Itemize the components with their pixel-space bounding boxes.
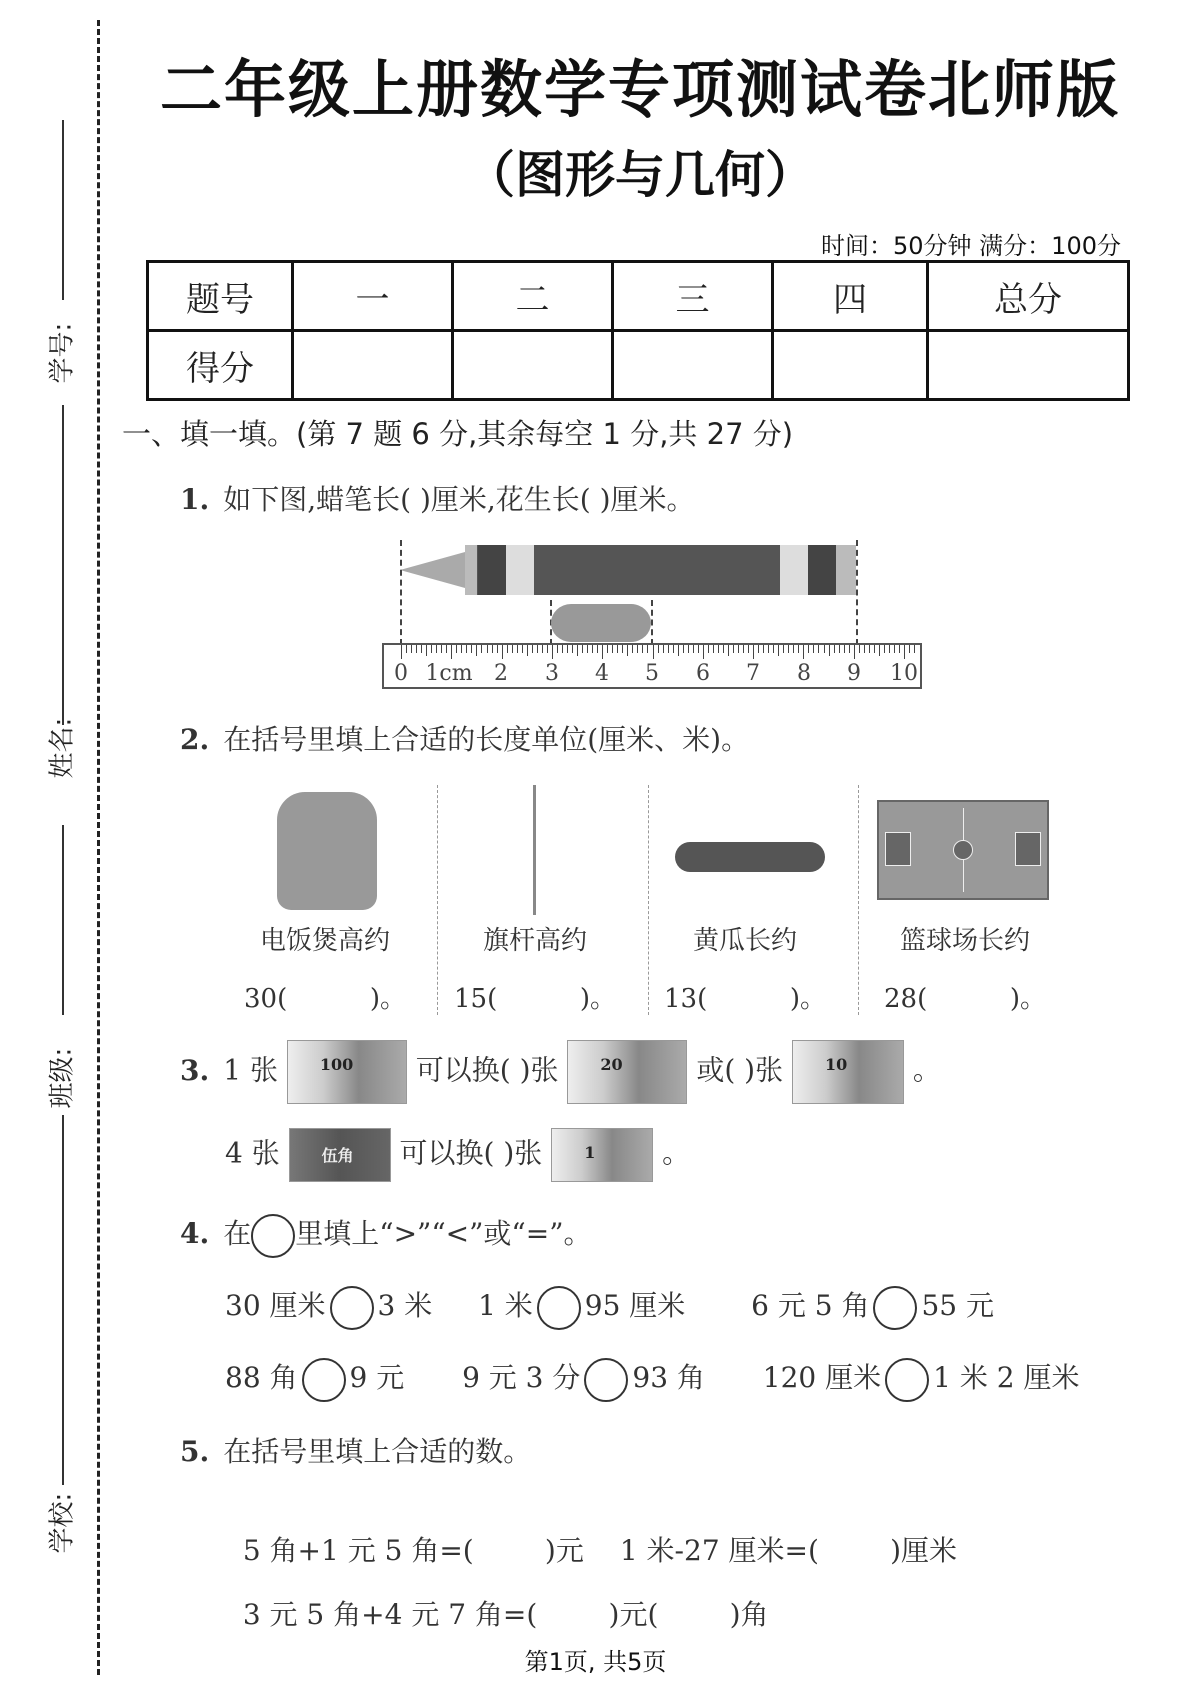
student-id-line[interactable] [62, 120, 64, 300]
item-caption: 旗杆高约 [482, 926, 587, 956]
page-number: 第1页, 共5页 [524, 1648, 667, 1676]
item-caption: 篮球场长约 [899, 926, 1030, 956]
question-text: 。 [912, 1053, 941, 1087]
circle-icon [251, 1214, 295, 1258]
compare-circle[interactable] [302, 1358, 346, 1402]
compare-right: 3 米 [377, 1289, 433, 1322]
ruler-label: 1cm [425, 661, 473, 686]
question-text: 如下图,蜡笔长( )厘米,花生长( )厘米。 [223, 483, 695, 516]
banknote-5-jiao-image: 伍角 [289, 1128, 391, 1182]
banknote-10-yuan-image: 10 [792, 1040, 904, 1104]
score-table-score-row [148, 331, 1129, 400]
ruler-label: 2 [494, 661, 508, 686]
crayon-band [808, 545, 836, 595]
ruler-label: 10 [890, 661, 918, 686]
banknote-1-yuan-image: 1 [551, 1128, 653, 1182]
score-header-cell: 二 [453, 262, 613, 331]
compare-circle[interactable] [584, 1358, 628, 1402]
score-header-cell: 总分 [928, 262, 1129, 331]
section-heading: 一、填一填。(第 7 题 6 分,其余每空 1 分,共 27 分) [122, 417, 794, 451]
ruler-label: 7 [746, 661, 760, 686]
binding-dashed-line [97, 20, 100, 1675]
ruler-label: 0 [394, 661, 408, 686]
compare-left: 88 角 [225, 1361, 298, 1394]
rice-cooker-item [225, 790, 425, 1020]
question-text: 1 张 [223, 1053, 278, 1087]
compare-circle[interactable] [885, 1358, 929, 1402]
question-number: 4. [180, 1217, 210, 1250]
page-title: 二年级上册数学专项测试卷北师版 [159, 53, 1120, 126]
score-row-label: 得分 [148, 331, 293, 400]
name-line[interactable] [62, 405, 64, 725]
basketball-court-image [877, 800, 1049, 900]
crayon-band [836, 545, 856, 595]
score-cell[interactable] [293, 331, 453, 400]
score-header-cell: 四 [773, 262, 928, 331]
compare-left: 30 厘米 [225, 1289, 326, 1322]
ruler-label: 4 [595, 661, 609, 686]
fill-expression[interactable]: 3 元 5 角+4 元 7 角=( )元( )角 [242, 1598, 769, 1631]
compare-left: 120 厘米 [762, 1361, 882, 1394]
question-text: 里填上“>”“<”或“=”。 [295, 1217, 592, 1250]
question-3-line-2 [225, 1128, 690, 1182]
compare-right: 1 米 2 厘米 [933, 1361, 1080, 1394]
ruler-label: 9 [847, 661, 861, 686]
score-cell[interactable] [453, 331, 613, 400]
compare-circle[interactable] [330, 1286, 374, 1330]
fill-row-1 [225, 1496, 957, 1569]
ruler-label: 8 [797, 661, 811, 686]
item-answer[interactable]: 30( )。 [243, 984, 407, 1014]
ruler-label: 5 [645, 661, 659, 686]
class-line[interactable] [62, 825, 64, 1015]
peanut-image [551, 604, 651, 642]
compare-left: 9 元 3 分 [462, 1361, 581, 1394]
fill-expression[interactable]: 5 角+1 元 5 角=( )元 [242, 1534, 584, 1567]
compare-left: 6 元 5 角 [751, 1289, 870, 1322]
question-text[interactable]: 可以换( )张 [415, 1053, 559, 1087]
compare-right: 95 厘米 [584, 1289, 686, 1322]
crayon-band [465, 545, 477, 595]
score-cell[interactable] [613, 331, 773, 400]
item-caption: 电饭煲高约 [259, 926, 390, 956]
score-table-header-row [148, 262, 1129, 331]
measure-guide [400, 540, 402, 645]
question-number: 1. [180, 483, 210, 516]
crayon-band [780, 545, 808, 595]
class-label: 班级: [47, 1047, 78, 1109]
score-header-cell: 题号 [148, 262, 293, 331]
measure-guide [651, 600, 653, 645]
score-header-cell: 三 [613, 262, 773, 331]
crayon-band [506, 545, 534, 595]
student-id-label: 学号: [47, 322, 78, 384]
question-text: 在括号里填上合适的数。 [223, 1435, 532, 1468]
question-3-line-1 [180, 1040, 941, 1104]
school-line[interactable] [62, 1115, 64, 1485]
crayon-band [478, 545, 506, 595]
question-number: 2. [180, 723, 210, 756]
flagpole-image [533, 785, 536, 915]
compare-circle[interactable] [537, 1286, 581, 1330]
score-cell[interactable] [928, 331, 1129, 400]
basketball-court-item [865, 790, 1065, 1020]
item-answer[interactable]: 13( )。 [663, 984, 827, 1014]
cucumber-image [675, 842, 825, 872]
score-header-cell: 一 [293, 262, 453, 331]
question-2 [180, 718, 749, 758]
question-text[interactable]: 或( )张 [696, 1053, 784, 1087]
question-text: 。 [662, 1136, 691, 1170]
item-separator [858, 785, 859, 1015]
score-table [146, 260, 1130, 401]
compare-row-1 [225, 1284, 994, 1330]
ruler-label: 6 [696, 661, 710, 686]
measure-guide [856, 540, 858, 645]
question-number: 5. [180, 1435, 210, 1468]
compare-right: 93 角 [632, 1361, 705, 1394]
page-subtitle: （图形与几何） [465, 146, 815, 204]
name-label: 姓名: [47, 717, 78, 779]
question-text: 在 [223, 1217, 252, 1250]
question-text: 在括号里填上合适的长度单位(厘米、米)。 [223, 723, 750, 756]
compare-right: 55 元 [921, 1289, 994, 1322]
score-cell[interactable] [773, 331, 928, 400]
compare-right: 9 元 [349, 1361, 405, 1394]
question-1 [180, 478, 695, 518]
compare-circle[interactable] [873, 1286, 917, 1330]
ruler-label: 3 [545, 661, 559, 686]
question-5 [180, 1430, 531, 1470]
item-caption: 黄瓜长约 [692, 926, 797, 956]
question-number: 3. [180, 1053, 210, 1087]
cucumber-item [645, 790, 845, 1020]
school-label: 学校: [47, 1492, 78, 1554]
question-text[interactable]: 可以换( )张 [399, 1136, 543, 1170]
ruler [382, 643, 922, 689]
crayon-tip [400, 552, 465, 588]
flagpole-item [435, 790, 635, 1020]
banknote-20-yuan-image: 20 [567, 1040, 687, 1104]
item-answer[interactable]: 15( )。 [453, 984, 617, 1014]
question-text: 4 张 [225, 1136, 280, 1170]
fill-row-2 [225, 1560, 769, 1633]
rice-cooker-image [277, 792, 377, 910]
question-4 [180, 1212, 592, 1258]
fill-expression[interactable]: 1 米-27 厘米=( )厘米 [619, 1534, 958, 1567]
item-answer[interactable]: 28( )。 [883, 984, 1047, 1014]
banknote-100-yuan-image: 100 [287, 1040, 407, 1104]
exam-meta: 时间：50分钟 满分：100分 [821, 232, 1121, 260]
compare-row-2 [225, 1356, 1079, 1402]
compare-left: 1 米 [478, 1289, 533, 1322]
